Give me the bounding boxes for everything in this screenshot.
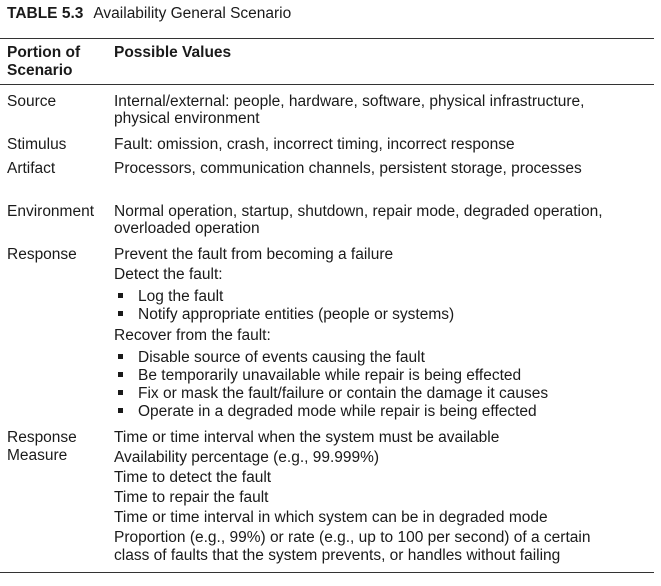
measure-line-1: Time or time interval when the system must be available xyxy=(114,429,500,446)
measure-line-2: Availability percentage (e.g., 99.999%) xyxy=(114,449,380,466)
bullet-marker xyxy=(118,408,123,413)
row-environment-label: Environment xyxy=(7,203,95,220)
row-measure-label-line2: Measure xyxy=(7,447,68,464)
row-stimulus-value: Fault: omission, crash, incorrect timing, incorrect response xyxy=(114,136,515,153)
header-possible-values: Possible Values xyxy=(114,44,232,61)
row-environment-value-line2: overloaded operation xyxy=(114,220,260,237)
header-portion-line1: Portion of xyxy=(7,44,81,61)
response-prevent: Prevent the fault from becoming a failure xyxy=(114,246,394,263)
header-rule xyxy=(0,84,654,85)
response-detect-heading: Detect the fault: xyxy=(114,266,223,283)
measure-line-3: Time to detect the fault xyxy=(114,469,272,486)
measure-line-6: Proportion (e.g., 99%) or rate (e.g., up to 100 per second) of a certain xyxy=(114,529,591,546)
bullet-marker xyxy=(118,354,123,359)
row-measure-label-line1: Response xyxy=(7,429,77,446)
bottom-rule xyxy=(0,572,654,573)
row-source-value-line1: Internal/external: people, hardware, software, physical infrastructure, xyxy=(114,93,585,110)
row-source-label: Source xyxy=(7,93,57,110)
row-environment-value-line1: Normal operation, startup, shutdown, repair mode, degraded operation, xyxy=(114,203,603,220)
bullet-marker xyxy=(118,293,123,298)
table-caption xyxy=(7,5,291,23)
bullet-marker xyxy=(118,390,123,395)
row-stimulus-label: Stimulus xyxy=(7,136,67,153)
row-source-value-line2: physical environment xyxy=(114,110,260,127)
bullet-marker xyxy=(118,311,123,316)
bullet-marker xyxy=(118,372,123,377)
table-title: Availability General Scenario xyxy=(93,5,292,22)
response-recover-item-3: Fix or mask the fault/failure or contain the damage it causes xyxy=(138,385,549,402)
row-response-label: Response xyxy=(7,246,77,263)
response-recover-heading: Recover from the fault: xyxy=(114,327,271,344)
row-artifact-value: Processors, communication channels, persistent storage, processes xyxy=(114,160,582,177)
response-detect-item-1: Log the fault xyxy=(138,288,224,305)
table-number: TABLE 5.3 xyxy=(7,5,84,22)
measure-line-7: class of faults that the system prevents, or handles without failing xyxy=(114,547,561,564)
response-recover-item-1: Disable source of events causing the fault xyxy=(138,349,425,366)
response-recover-item-2: Be temporarily unavailable while repair is being effected xyxy=(138,367,522,384)
measure-line-5: Time or time interval in which system can be in degraded mode xyxy=(114,509,548,526)
measure-line-4: Time to repair the fault xyxy=(114,489,269,506)
header-portion-line2: Scenario xyxy=(7,62,73,79)
response-detect-item-2: Notify appropriate entities (people or systems) xyxy=(138,306,455,323)
row-artifact-label: Artifact xyxy=(7,160,56,177)
top-rule xyxy=(0,38,654,39)
response-recover-item-4: Operate in a degraded mode while repair is being effected xyxy=(138,403,537,420)
